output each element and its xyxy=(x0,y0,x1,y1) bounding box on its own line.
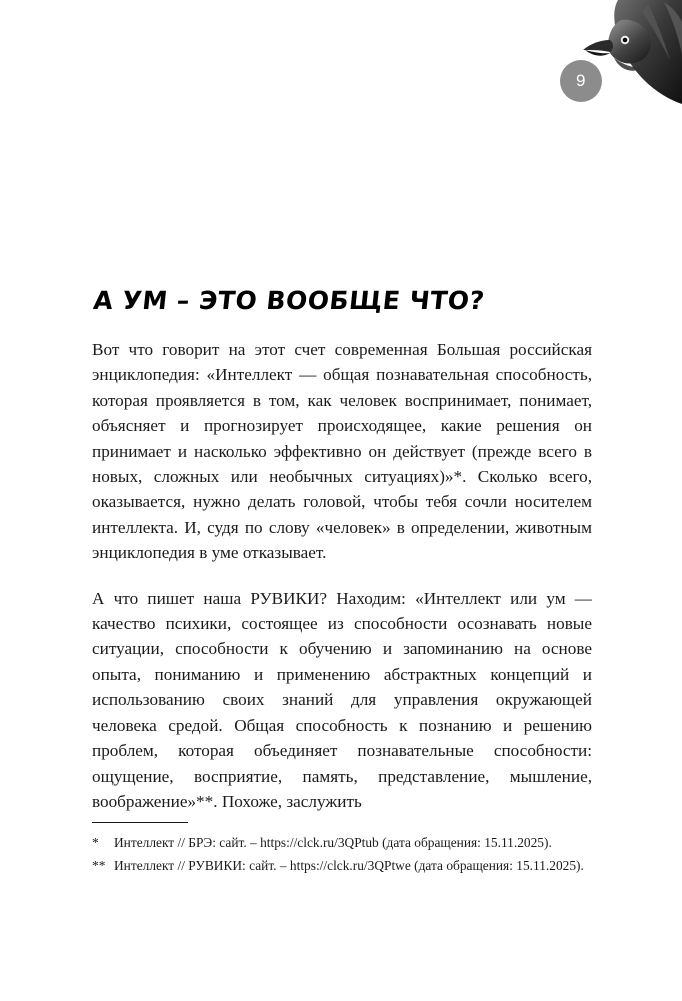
chapter-title: А УМ – ЭТО ВООБЩЕ ЧТО? xyxy=(92,286,487,315)
footnote-marker: ** xyxy=(92,858,106,874)
footnote-item xyxy=(92,856,592,875)
footnote-divider xyxy=(92,822,188,823)
footnote-marker: * xyxy=(92,835,99,850)
page-content xyxy=(92,286,592,814)
header-ornament xyxy=(522,0,682,140)
footnotes-section xyxy=(92,822,592,879)
body-paragraph-1: Вот что говорит на этот счет современная Большая российская энциклопедия: «Интеллект — общая познавательная способность, которая проявляется в том, как человек воспринимает, понимает, объясняет и прогнозирует происходящее, какие решения он принимает и насколько эффективно он действует (прежде всего в новых, сложных или необычных ситуациях)»*. Сколько всего, оказывается, нужно делать головой, чтобы тебя сочли носителем интеллекта. И, судя по слову «человек» в определении, животным энциклопедия в уме отказывает. xyxy=(92,340,592,563)
body-paragraph-2: А что пишет наша РУВИКИ? Находим: «Интеллект или ум — качество психики, состоящее из способности осознавать новые ситуации, способности к обучению и запоминанию на основе опыта, пониманию и применению абстрактных концепций и использованию своих знаний для управления окружающей человека средой. Общая способность к познанию и решению проблем, которая объединяет познавательные способности: ощущение, восприятие, память, представление, мышление, воображение»**. Похоже, заслужить xyxy=(92,588,592,811)
crow-bird-illustration-icon xyxy=(552,0,682,130)
page-number-badge: 9 xyxy=(560,60,602,102)
footnote-text: Интеллект // БРЭ: сайт. – https://clck.ru/3QPtub (дата обращения: 15.11.2025). xyxy=(114,835,552,850)
footnote-item xyxy=(92,833,592,852)
footnote-text: Интеллект // РУВИКИ: сайт. – https://clck.ru/3QPtwe (дата обращения: 15.11.2025). xyxy=(114,858,584,874)
